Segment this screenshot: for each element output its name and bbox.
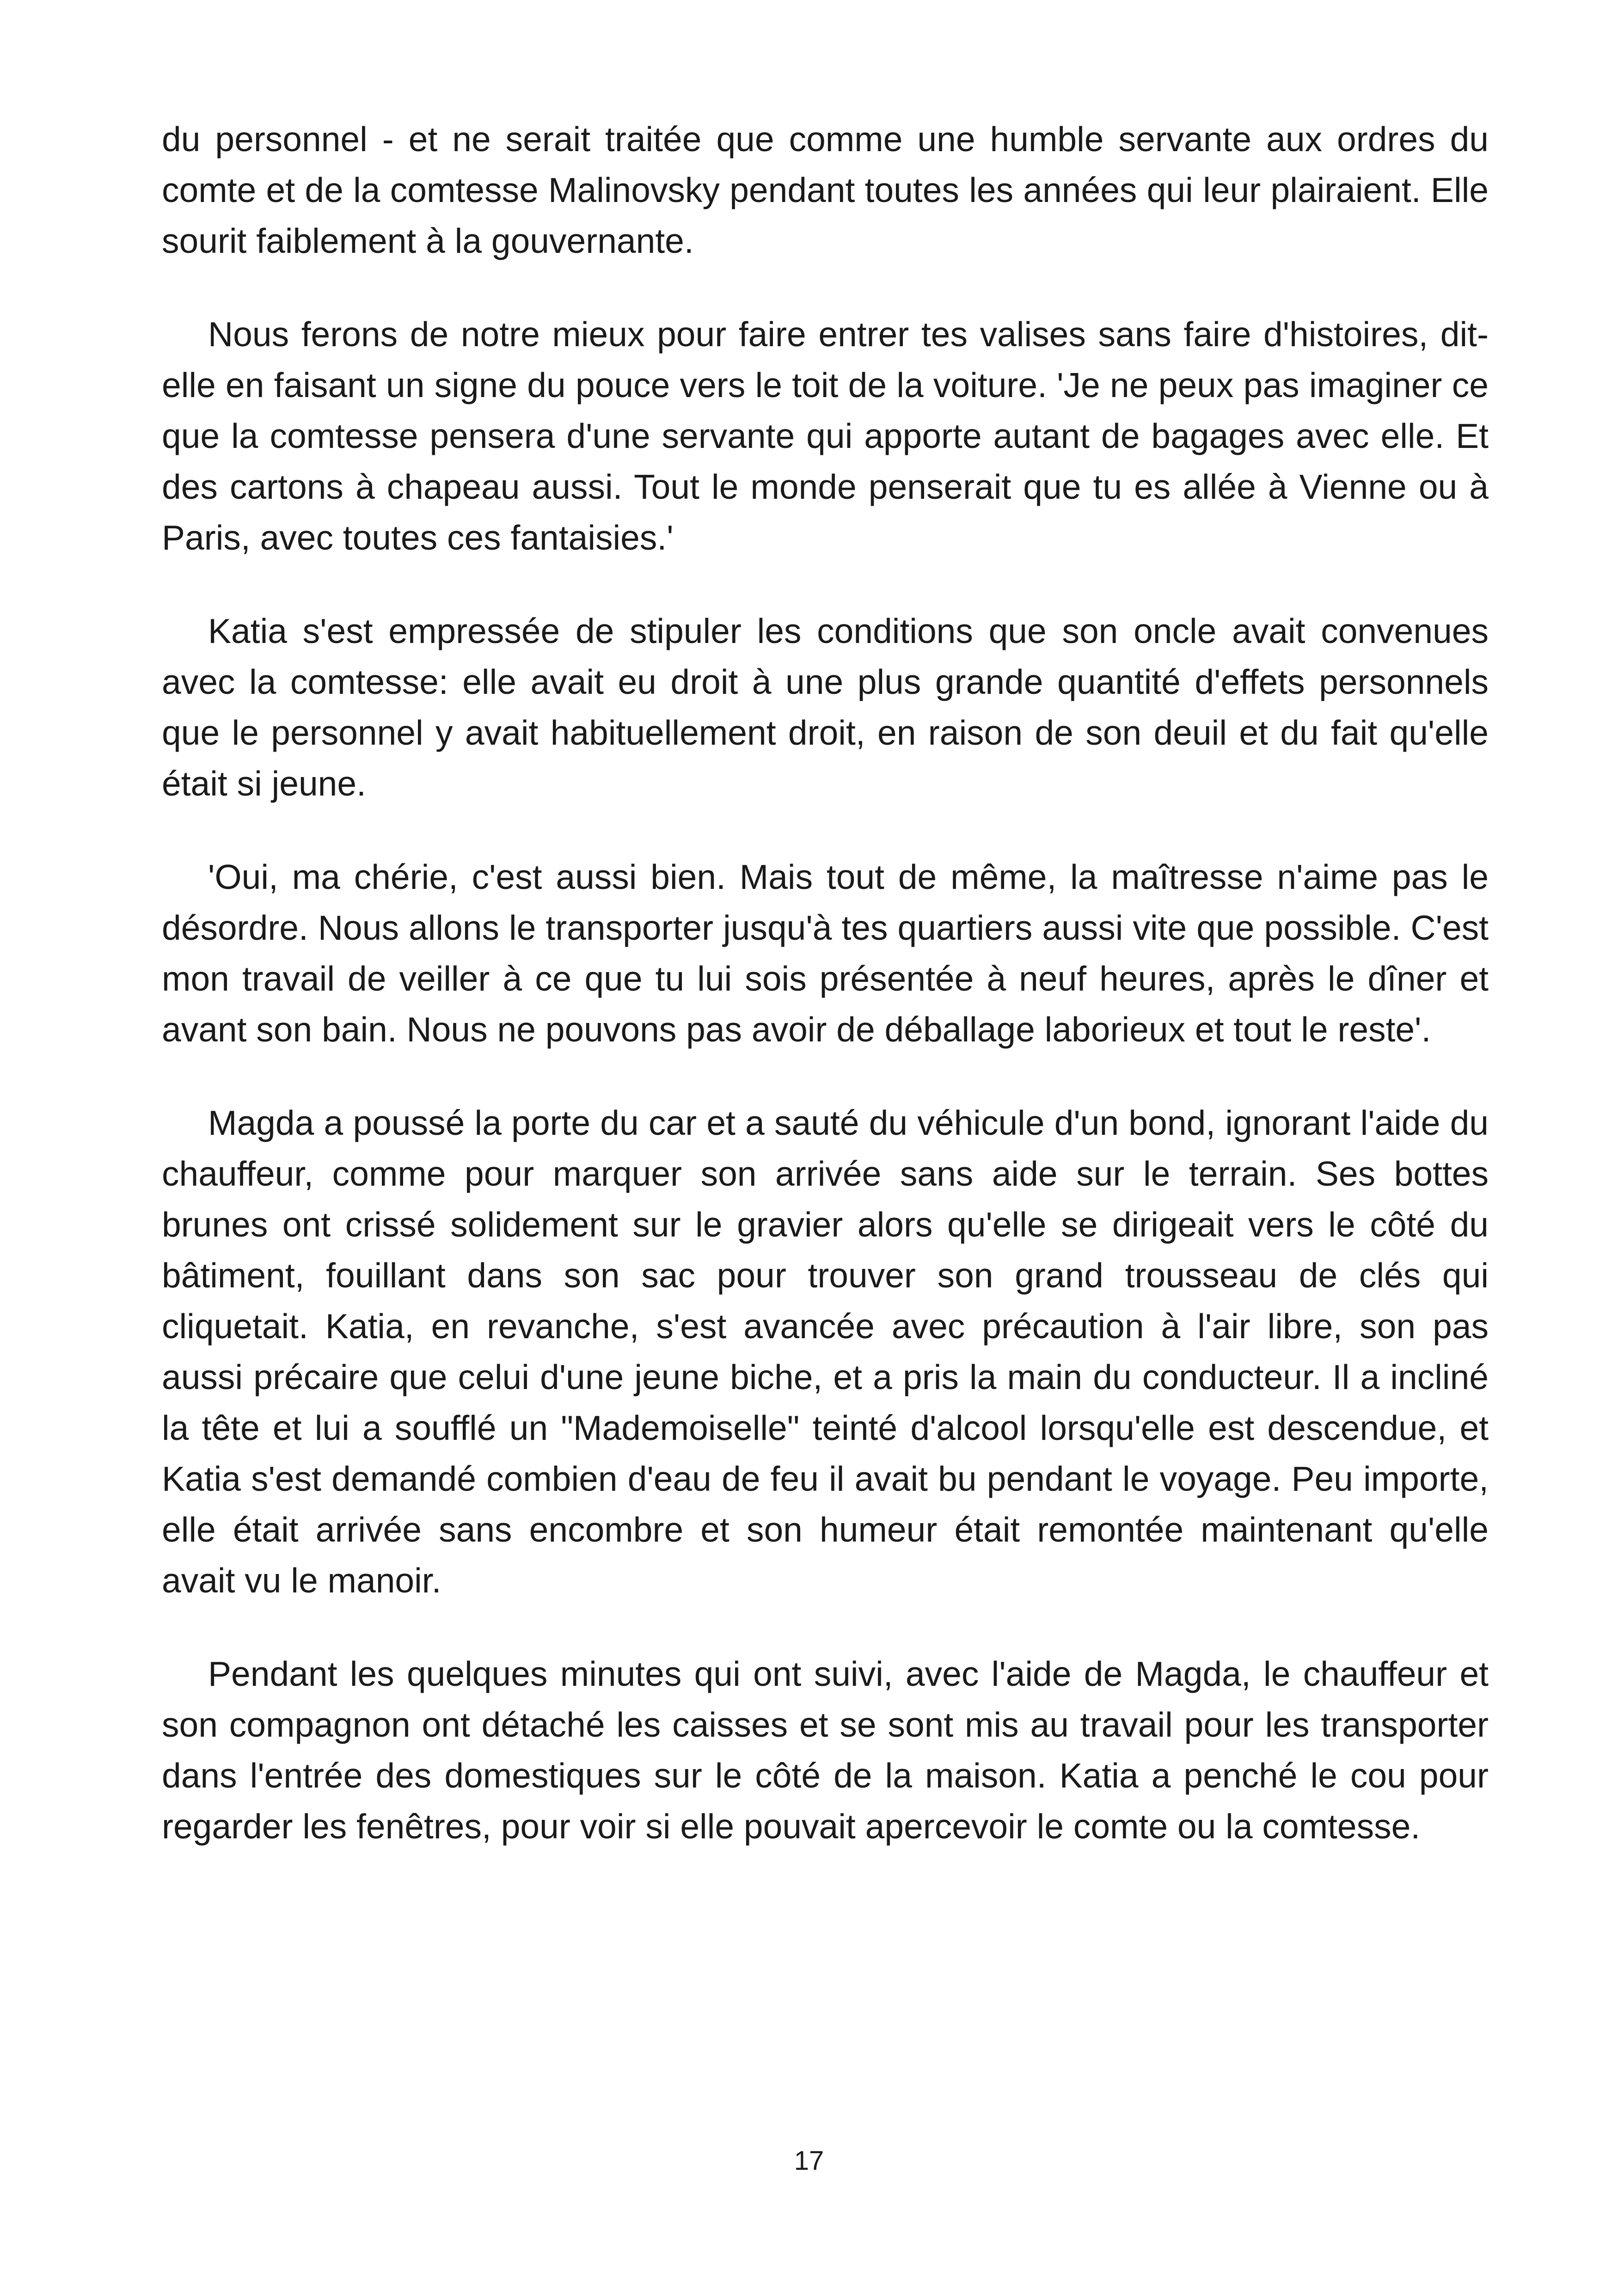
paragraph: Magda a poussé la porte du car et a sauté du véhicule d'un bond, ignorant l'aide du chauffeur, comme pour marquer son arrivée sans aide sur le terrain. Ses bottes brunes ont crissé solidement sur le gravier alors qu'elle se dirigeait vers le côté du bâtiment, fouillant dans son sac pour trouver son grand trousseau de clés qui cliquetait. Katia, en revanche, s'est avancée avec précaution à l'air libre, son pas aussi précaire que celui d'une jeune biche, et a pris la main du conducteur. Il a incliné la tête et lui a soufflé un "Mademoiselle" teinté d'alcool lorsqu'elle est descendue, et Katia s'est demandé combien d'eau de feu il avait bu pendant le voyage. Peu importe, elle était arrivée sans encombre et son humeur était remontée maintenant qu'elle avait vu le manoir.: [162, 1103, 1489, 1600]
paragraph: Pendant les quelques minutes qui ont suivi, avec l'aide de Magda, le chauffeur et son compagnon ont détaché les caisses et se sont mis au travail pour les transporter dans l'entrée des domestiques sur le côté de la maison. Katia a penché le cou pour regarder les fenêtres, pour voir si elle pouvait apercevoir le comte ou la comtesse.: [162, 1654, 1489, 1846]
body-text: [162, 114, 1489, 1894]
page-number: 17: [794, 2146, 824, 2176]
paragraph: 'Oui, ma chérie, c'est aussi bien. Mais tout de même, la maîtresse n'aime pas le désordre. Nous allons le transporter jusqu'à tes quartiers aussi vite que possible. C'est mon travail de veiller à ce que tu lui sois présentée à neuf heures, après le dîner et avant son bain. Nous ne pouvons pas avoir de déballage laborieux et tout le reste'.: [162, 857, 1489, 1049]
paragraph: Katia s'est empressée de stipuler les conditions que son oncle avait convenues avec la comtesse: elle avait eu droit à une plus grande quantité d'effets personnels que le personnel y avait habituellement droit, en raison de son deuil et du fait qu'elle était si jeune.: [162, 612, 1489, 803]
paragraph: Nous ferons de notre mieux pour faire entrer tes valises sans faire d'histoires, dit-elle en faisant un signe du pouce vers le toit de la voiture. 'Je ne peux pas imaginer ce que la comtesse pensera d'une servante qui apporte autant de bagages avec elle. Et des cartons à chapeau aussi. Tout le monde penserait que tu es allée à Vienne ou à Paris, avec toutes ces fantaisies.': [162, 315, 1489, 557]
paragraph-continued: du personnel - et ne serait traitée que comme une humble servante aux ordres du comte et de la comtesse Malinovsky pendant toutes les années qui leur plairaient. Elle sourit faiblement à la gouvernante.: [162, 120, 1489, 260]
